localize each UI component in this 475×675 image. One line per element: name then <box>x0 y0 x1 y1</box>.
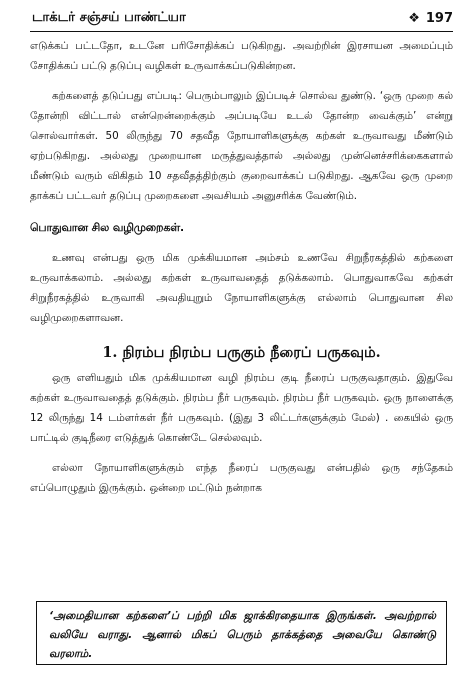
paragraph-2: கற்களைத் தடுப்பது எப்படி: பெரும்பாலும் இப்படிச் சொல்வ துண்டு. ‘ஒரு முறை கல் தோன்றி விட்டால் என்றென்றைக்கும் அப்படியே உடல் தோன்ற வைக்கும்’ என்று சொல்வார்கள். 50 லிருந்து 70 சதவீத நோயாளிகளுக்கு கற்கள் உருவாவது மீண்டும் ஏற்படுகிறது. அல்லது முறையான மருத்துவத்தால் அல்லது முன்னெச்சரிக்கைகளால் மீண்டும் வரும் விகிதம் 10 சதவீதத்திற்கும் குறைவாக்கப் படுகிறது. ஆகவே ஒரு முறை தாக்கப் பட்டவர் தடுப்பு முறைகளை அவசியம் அனுசரிக்க வேண்டும். <box>30 90 453 202</box>
diamond-bullet-icon: ❖ <box>408 10 420 26</box>
running-title: டாக்டர் சஞ்சய் பாண்ட்யா <box>32 10 186 25</box>
paragraph-5: எல்லா நோயாளிகளுக்கும் எந்த நீரைப் பருகுவது என்பதில் ஒரு சந்தேகம் எப்பொழுதும் இருக்கும். ஒன்றை மட்டும் நன்றாக <box>30 462 453 494</box>
paragraph-3: உணவு என்பது ஒரு மிக முக்கியமான அம்சம் உணவே சிறுநீரகத்தில் கற்களை உருவாக்கலாம். அல்லது கற்கள் உருவாவதைத் தடுக்கலாம். பொதுவாகவே கற்கள் சிறுநீரகத்தில் உருவாகி அவதியுறும் நோயாளிகளுக்கு எல்லாம் பொதுவான சில வழிமுறைகளாவன. <box>30 252 453 324</box>
page-header <box>32 6 453 30</box>
paragraph-4: ஒரு எளியதும் மிக முக்கியமான வழி நிரம்ப குடி நீரைப் பருகுவதாகும். இதுவே கற்கள் உருவாவதைத் தடுக்கும். நிரம்ப நீர் பருகவும். நிரம்ப நீர் பருகவும். ஒரு நாளைக்கு 12 லிருந்து 14 டம்ளர்கள் நீர் பருகவும். (இது 3 லிட்டர்களுக்கும் மேல்) . கையில் ஒரு பாட்டில் குடிநீரை எடுத்துக் கொண்டே செல்லவும். <box>30 372 453 444</box>
page-body <box>30 36 453 498</box>
section-label: பொதுவான சில வழிமுறைகள். <box>30 221 185 234</box>
callout-box <box>36 601 447 665</box>
page-number: 197 <box>425 10 453 26</box>
callout-text: ‘அமைதியான கற்களை’ப் பற்றி மிக ஜாக்கிரதையாக இருங்கள். அவற்றால் வலியே வராது. ஆனால் மிகப் பெரும் தாக்கத்தை அவையே கொண்டு வரலாம். <box>49 609 436 660</box>
section-heading: 1. நிரம்ப நிரம்ப பருகும் நீரைப் பருகவும். <box>102 344 381 361</box>
header-rule <box>30 31 453 32</box>
page-number-area <box>408 11 453 26</box>
paragraph-1: எடுக்கப் பட்டதோ, உடனே பரிசோதிக்கப் படுகிறது. அவற்றின் இரசாயன அமைப்பும் சோதிக்கப் பட்டு தடுப்பு வழிகள் உருவாக்கப்படுகின்றன. <box>30 40 453 72</box>
